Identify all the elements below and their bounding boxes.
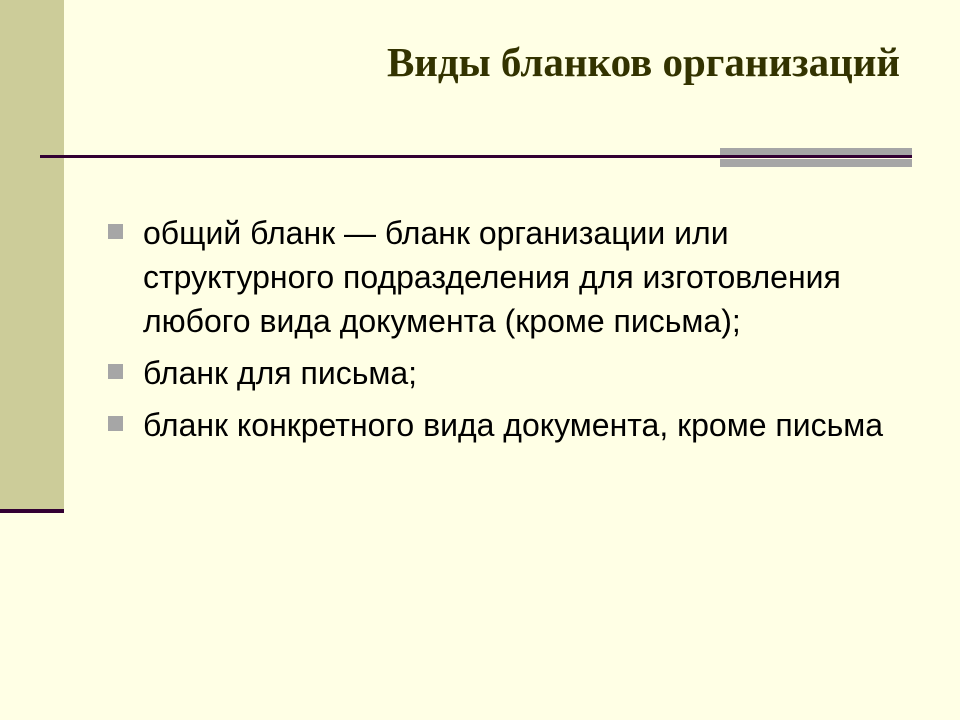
square-bullet-icon (108, 416, 123, 431)
left-bar-underline (0, 509, 64, 513)
bullet-text: бланк конкретного вида документа, кроме письма (143, 407, 884, 443)
bullet-text: общий бланк — бланк организации или структурного подразделения для изготовления любого вида документа (кроме письма); (143, 215, 841, 339)
title-divider-accent (720, 148, 912, 168)
square-bullet-icon (108, 364, 123, 379)
bullet-item (108, 403, 908, 447)
square-bullet-icon (108, 224, 123, 239)
slide-title: Виды бланков организаций (386, 39, 900, 85)
bullet-item (108, 351, 908, 395)
bullet-item (108, 211, 908, 343)
bullet-text: бланк для письма; (143, 355, 418, 391)
left-decorative-bar (0, 0, 64, 510)
bullet-list (108, 211, 908, 455)
